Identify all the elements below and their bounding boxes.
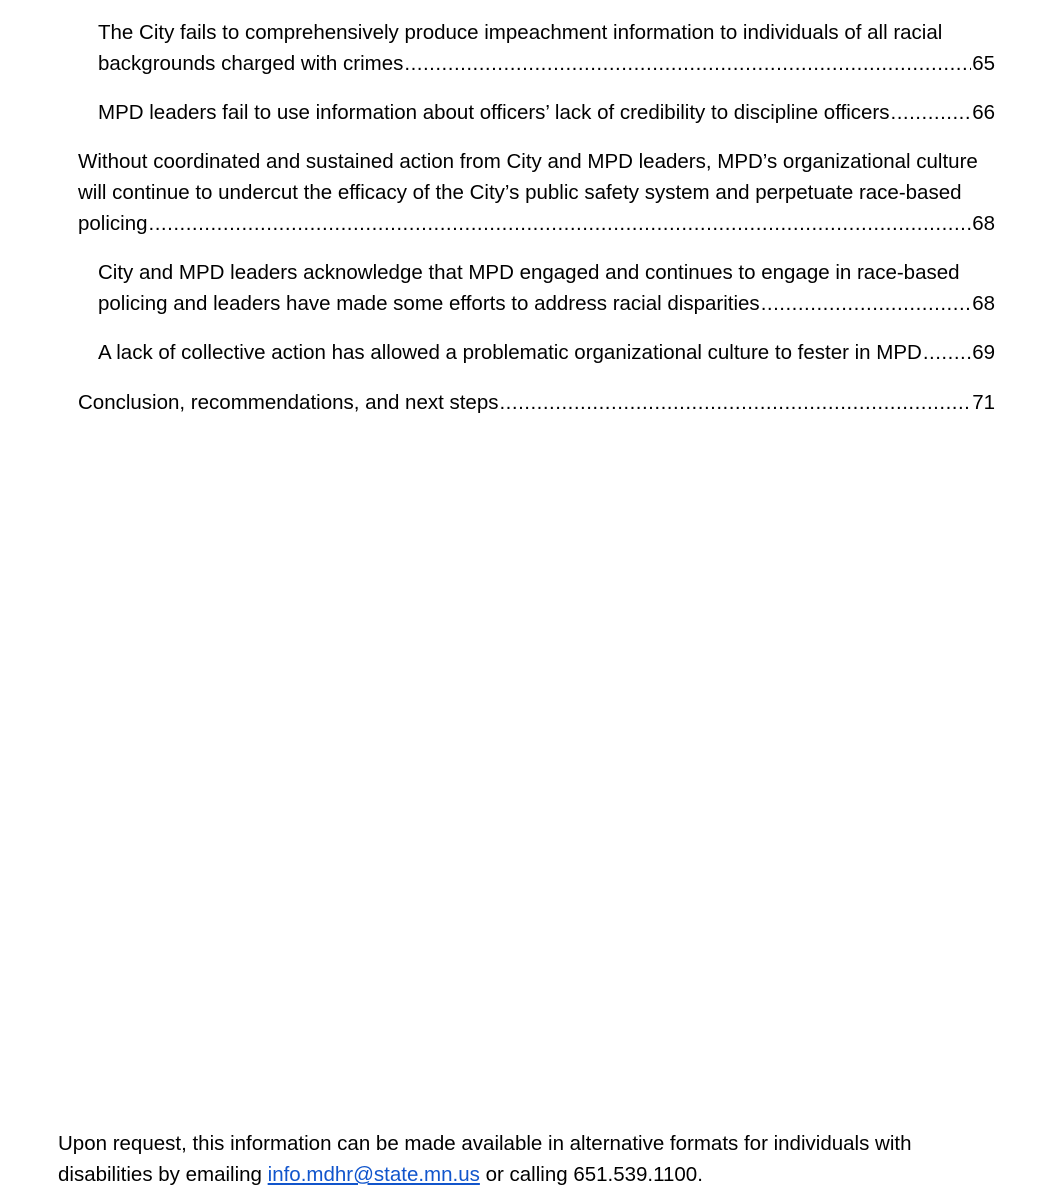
toc-entry-text-line: City and MPD leaders acknowledge that MPD engaged and continues to engage in race-based (98, 261, 960, 284)
toc-page-number: 68 (972, 212, 995, 235)
notice-line-1: Upon request, this information can be made available in alternative formats for individuals with (58, 1132, 912, 1155)
toc-entry-text: policing and leaders have made some efforts to address racial disparities (98, 292, 760, 315)
toc-entry-text: Conclusion, recommendations, and next steps (78, 391, 499, 414)
toc-page-number: 69 (972, 341, 995, 364)
dot-leader (149, 208, 972, 239)
dot-leader (923, 337, 971, 368)
toc-entry-text: MPD leaders fail to use information about officers’ lack of credibility to discipline officers (98, 101, 890, 124)
toc-page-number: 66 (972, 101, 995, 124)
toc-entry-text: policing (78, 212, 148, 235)
toc-entry[interactable] (78, 387, 995, 418)
toc-entry-text-line: Without coordinated and sustained action from City and MPD leaders, MPD’s organizational culture (78, 150, 978, 173)
toc-page-number: 65 (972, 52, 995, 75)
notice-suffix: or calling 651.539.1100. (479, 1163, 703, 1186)
dot-leader (499, 387, 971, 418)
email-link[interactable]: info.mdhr@state.mn.us (267, 1163, 480, 1186)
toc-entry[interactable] (78, 146, 995, 239)
toc-entry[interactable] (98, 337, 995, 368)
toc-entry-text: backgrounds charged with crimes (98, 52, 404, 75)
dot-leader (761, 288, 972, 319)
dot-leader (404, 48, 971, 79)
toc-page-number: 71 (972, 391, 995, 414)
toc-entry-text-line: The City fails to comprehensively produce impeachment information to individuals of all racial (98, 21, 943, 44)
toc-entry-text: A lack of collective action has allowed a problematic organizational culture to fester in MPD (98, 341, 922, 364)
toc-entry[interactable] (98, 257, 995, 319)
accessibility-notice (58, 1128, 1008, 1190)
dot-leader (891, 97, 972, 128)
toc-entry-text-line: will continue to undercut the efficacy of the City’s public safety system and perpetuate race-based (78, 181, 962, 204)
notice-prefix: disabilities by emailing (58, 1163, 268, 1186)
toc-page-number: 68 (972, 292, 995, 315)
toc-entry[interactable] (98, 17, 995, 79)
toc-entry[interactable] (98, 97, 995, 128)
